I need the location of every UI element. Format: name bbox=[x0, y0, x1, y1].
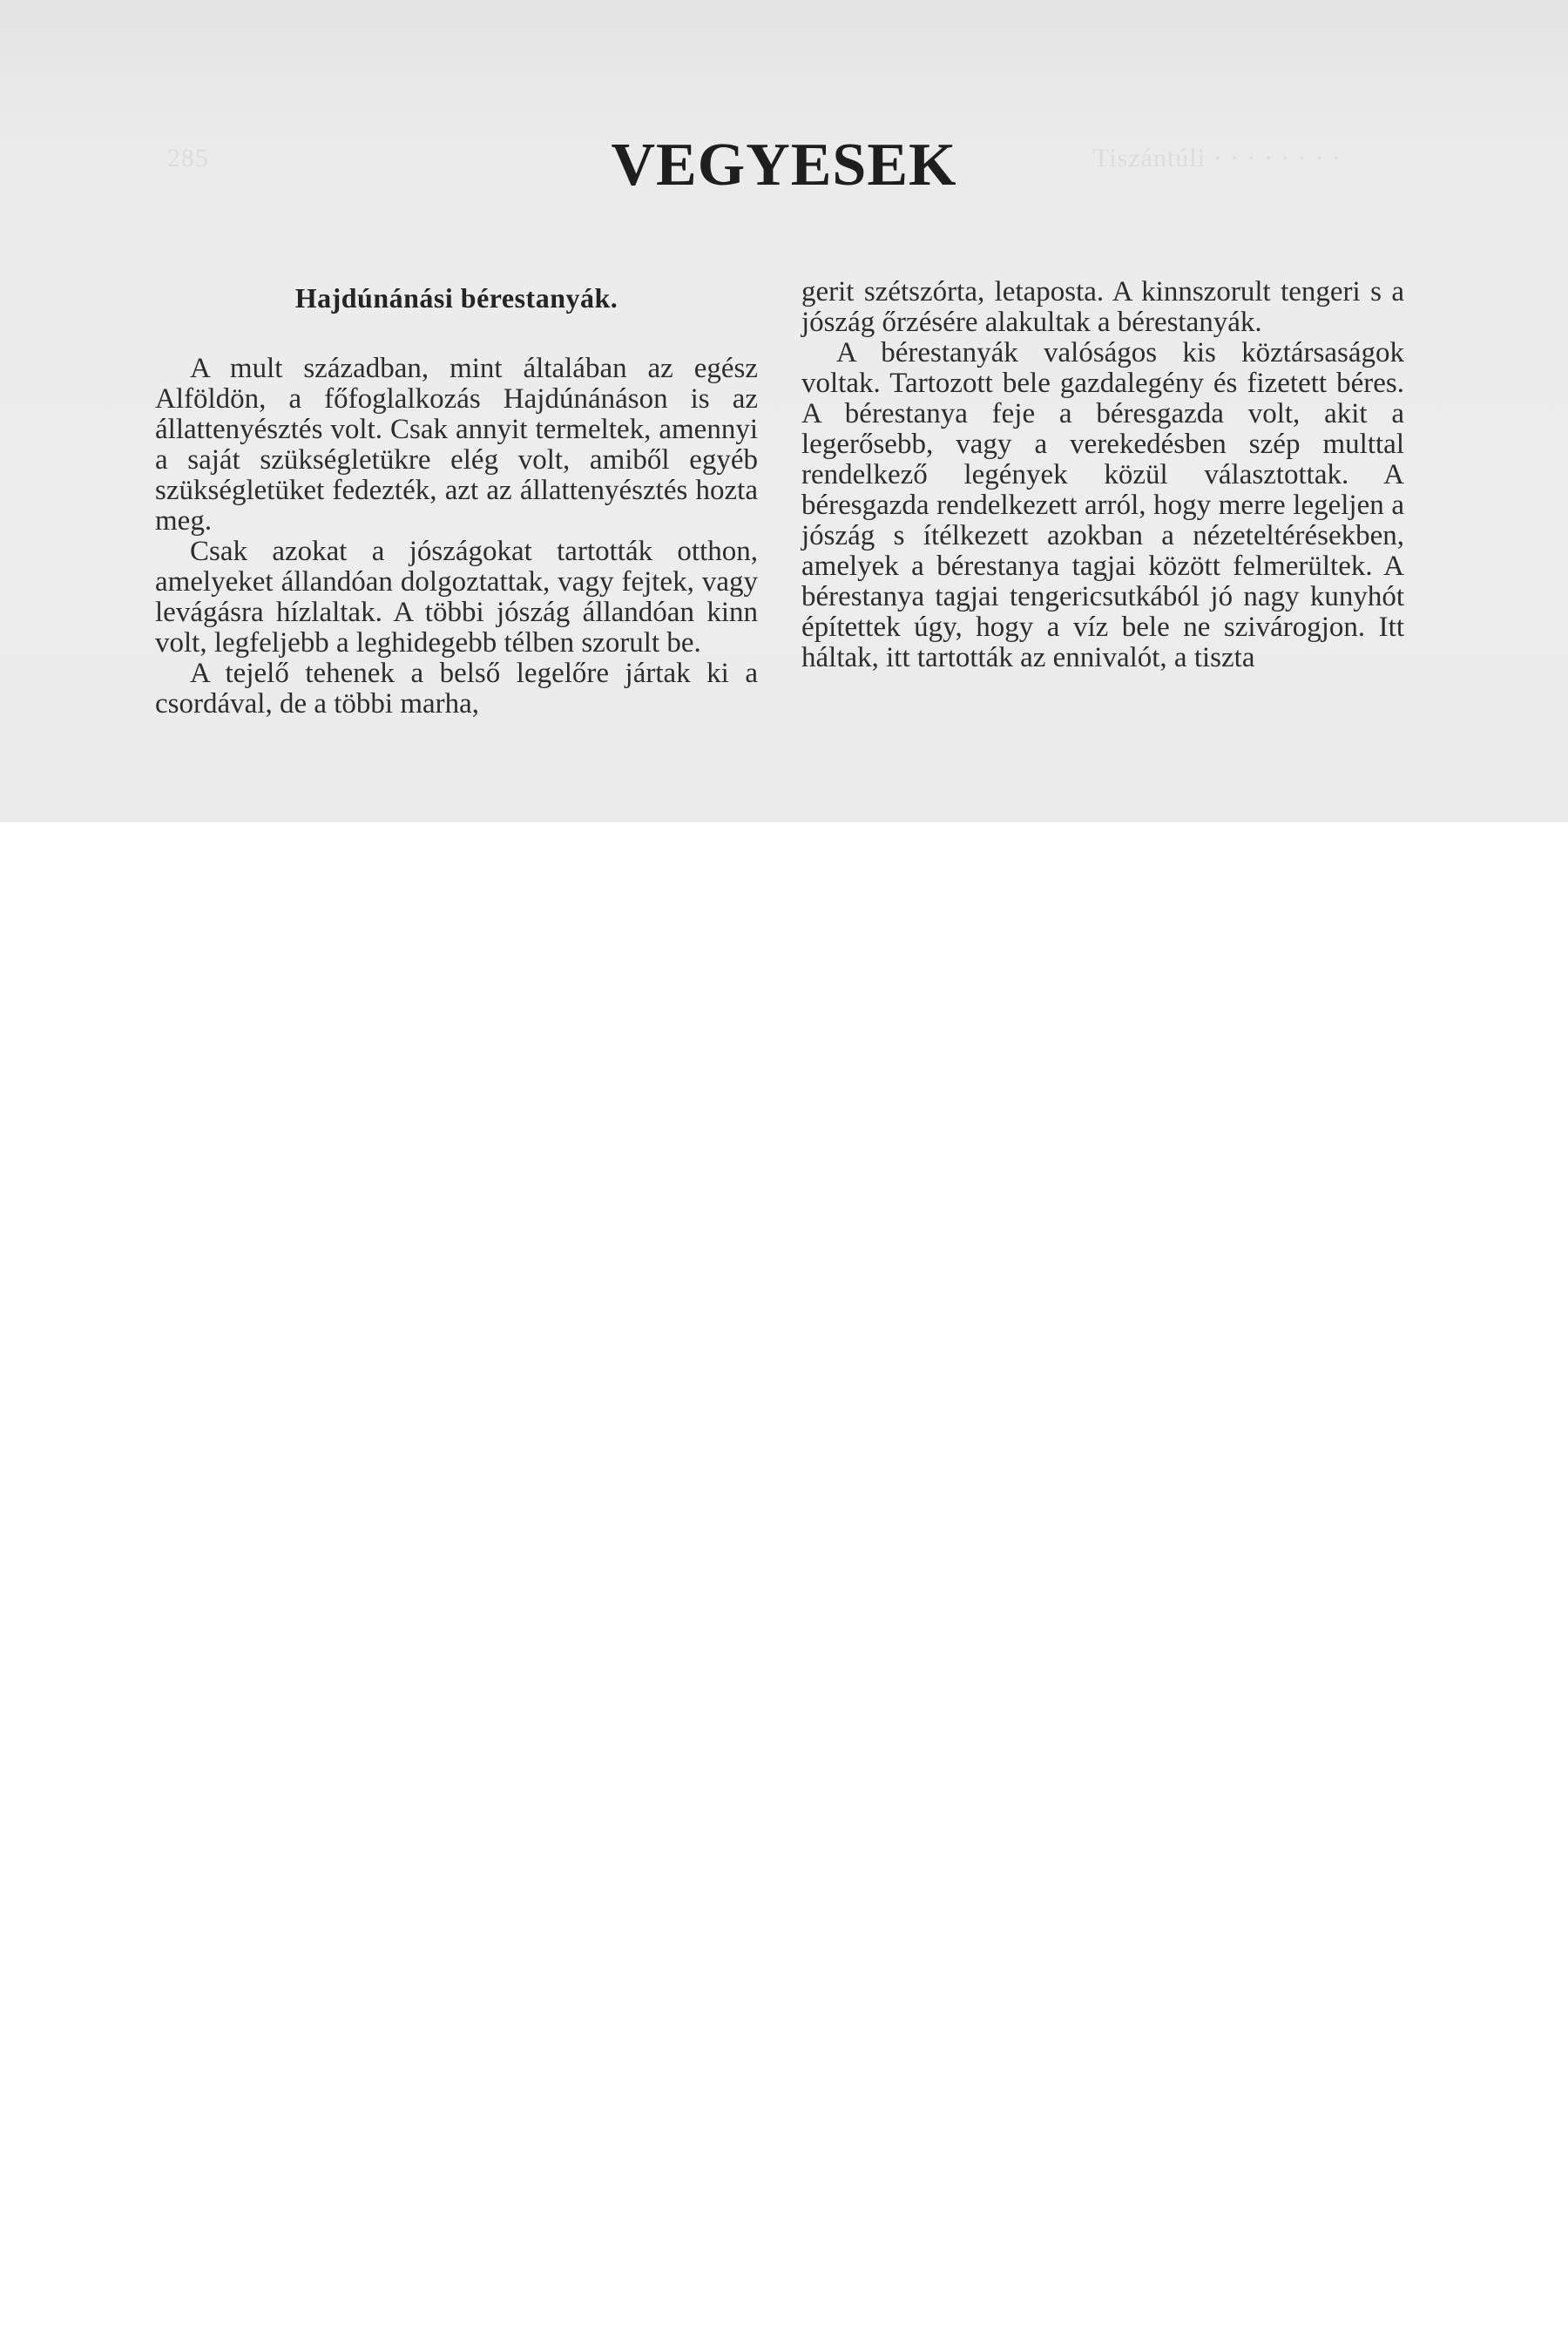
scanned-page bbox=[0, 0, 1568, 822]
paragraph: gerit szétszórta, letaposta. A kinnszorult tengeri s a jószág őrzésére alakultak a bérestanyák. bbox=[801, 276, 1404, 338]
paragraph: A bérestanyák valóságos kis köztársaságok voltak. Tartozott bele gazdalegény és fizetett béres. A bérestanya feje a béresgazda volt, akit a legerősebb, vagy a verekedésben szép multtal rendelkező legények közül választottak. A béresgazda rendelkezett arról, hogy merre legeljen a jószág s ítélkezett azokban a nézeteltérésekben, amelyek a bérestanya tagjai között felmerültek. A bérestanya tagjai tengericsutkából jó nagy kunyhót építettek úgy, hogy a víz bele ne szivárogjon. Itt háltak, itt tartották az ennivalót, a tiszta bbox=[801, 337, 1404, 673]
paragraph: A mult században, mint általában az egész Alföldön, a főfoglalkozás Hajdúnánáson is az állattenyésztés volt. Csak annyit termeltek, amennyi a saját szükségletükre elég volt, amiből egyéb szükségletüket fedezték, azt az állattenyésztés hozta meg. bbox=[155, 353, 758, 537]
right-column bbox=[801, 277, 1404, 673]
bleed-through-page-number: 285 bbox=[167, 144, 209, 172]
section-title: VEGYESEK bbox=[611, 132, 957, 199]
article-title: Hajdúnánási bérestanyák. bbox=[294, 282, 618, 314]
bleed-through-header: Tiszántúli · · · · · · · · bbox=[1093, 144, 1342, 172]
left-column bbox=[155, 277, 758, 720]
paragraph: A tejelő tehenek a belső legelőre jártak ki a csordával, de a többi marha, bbox=[155, 658, 758, 720]
paragraph: Csak azokat a jószágokat tartották otthon, amelyeket állandóan dolgoztattak, vagy fejtek, vagy levágásra hízlaltak. A többi jószág állandóan kinn volt, legfeljebb a leghidegebb télben szorult be. bbox=[155, 536, 758, 659]
